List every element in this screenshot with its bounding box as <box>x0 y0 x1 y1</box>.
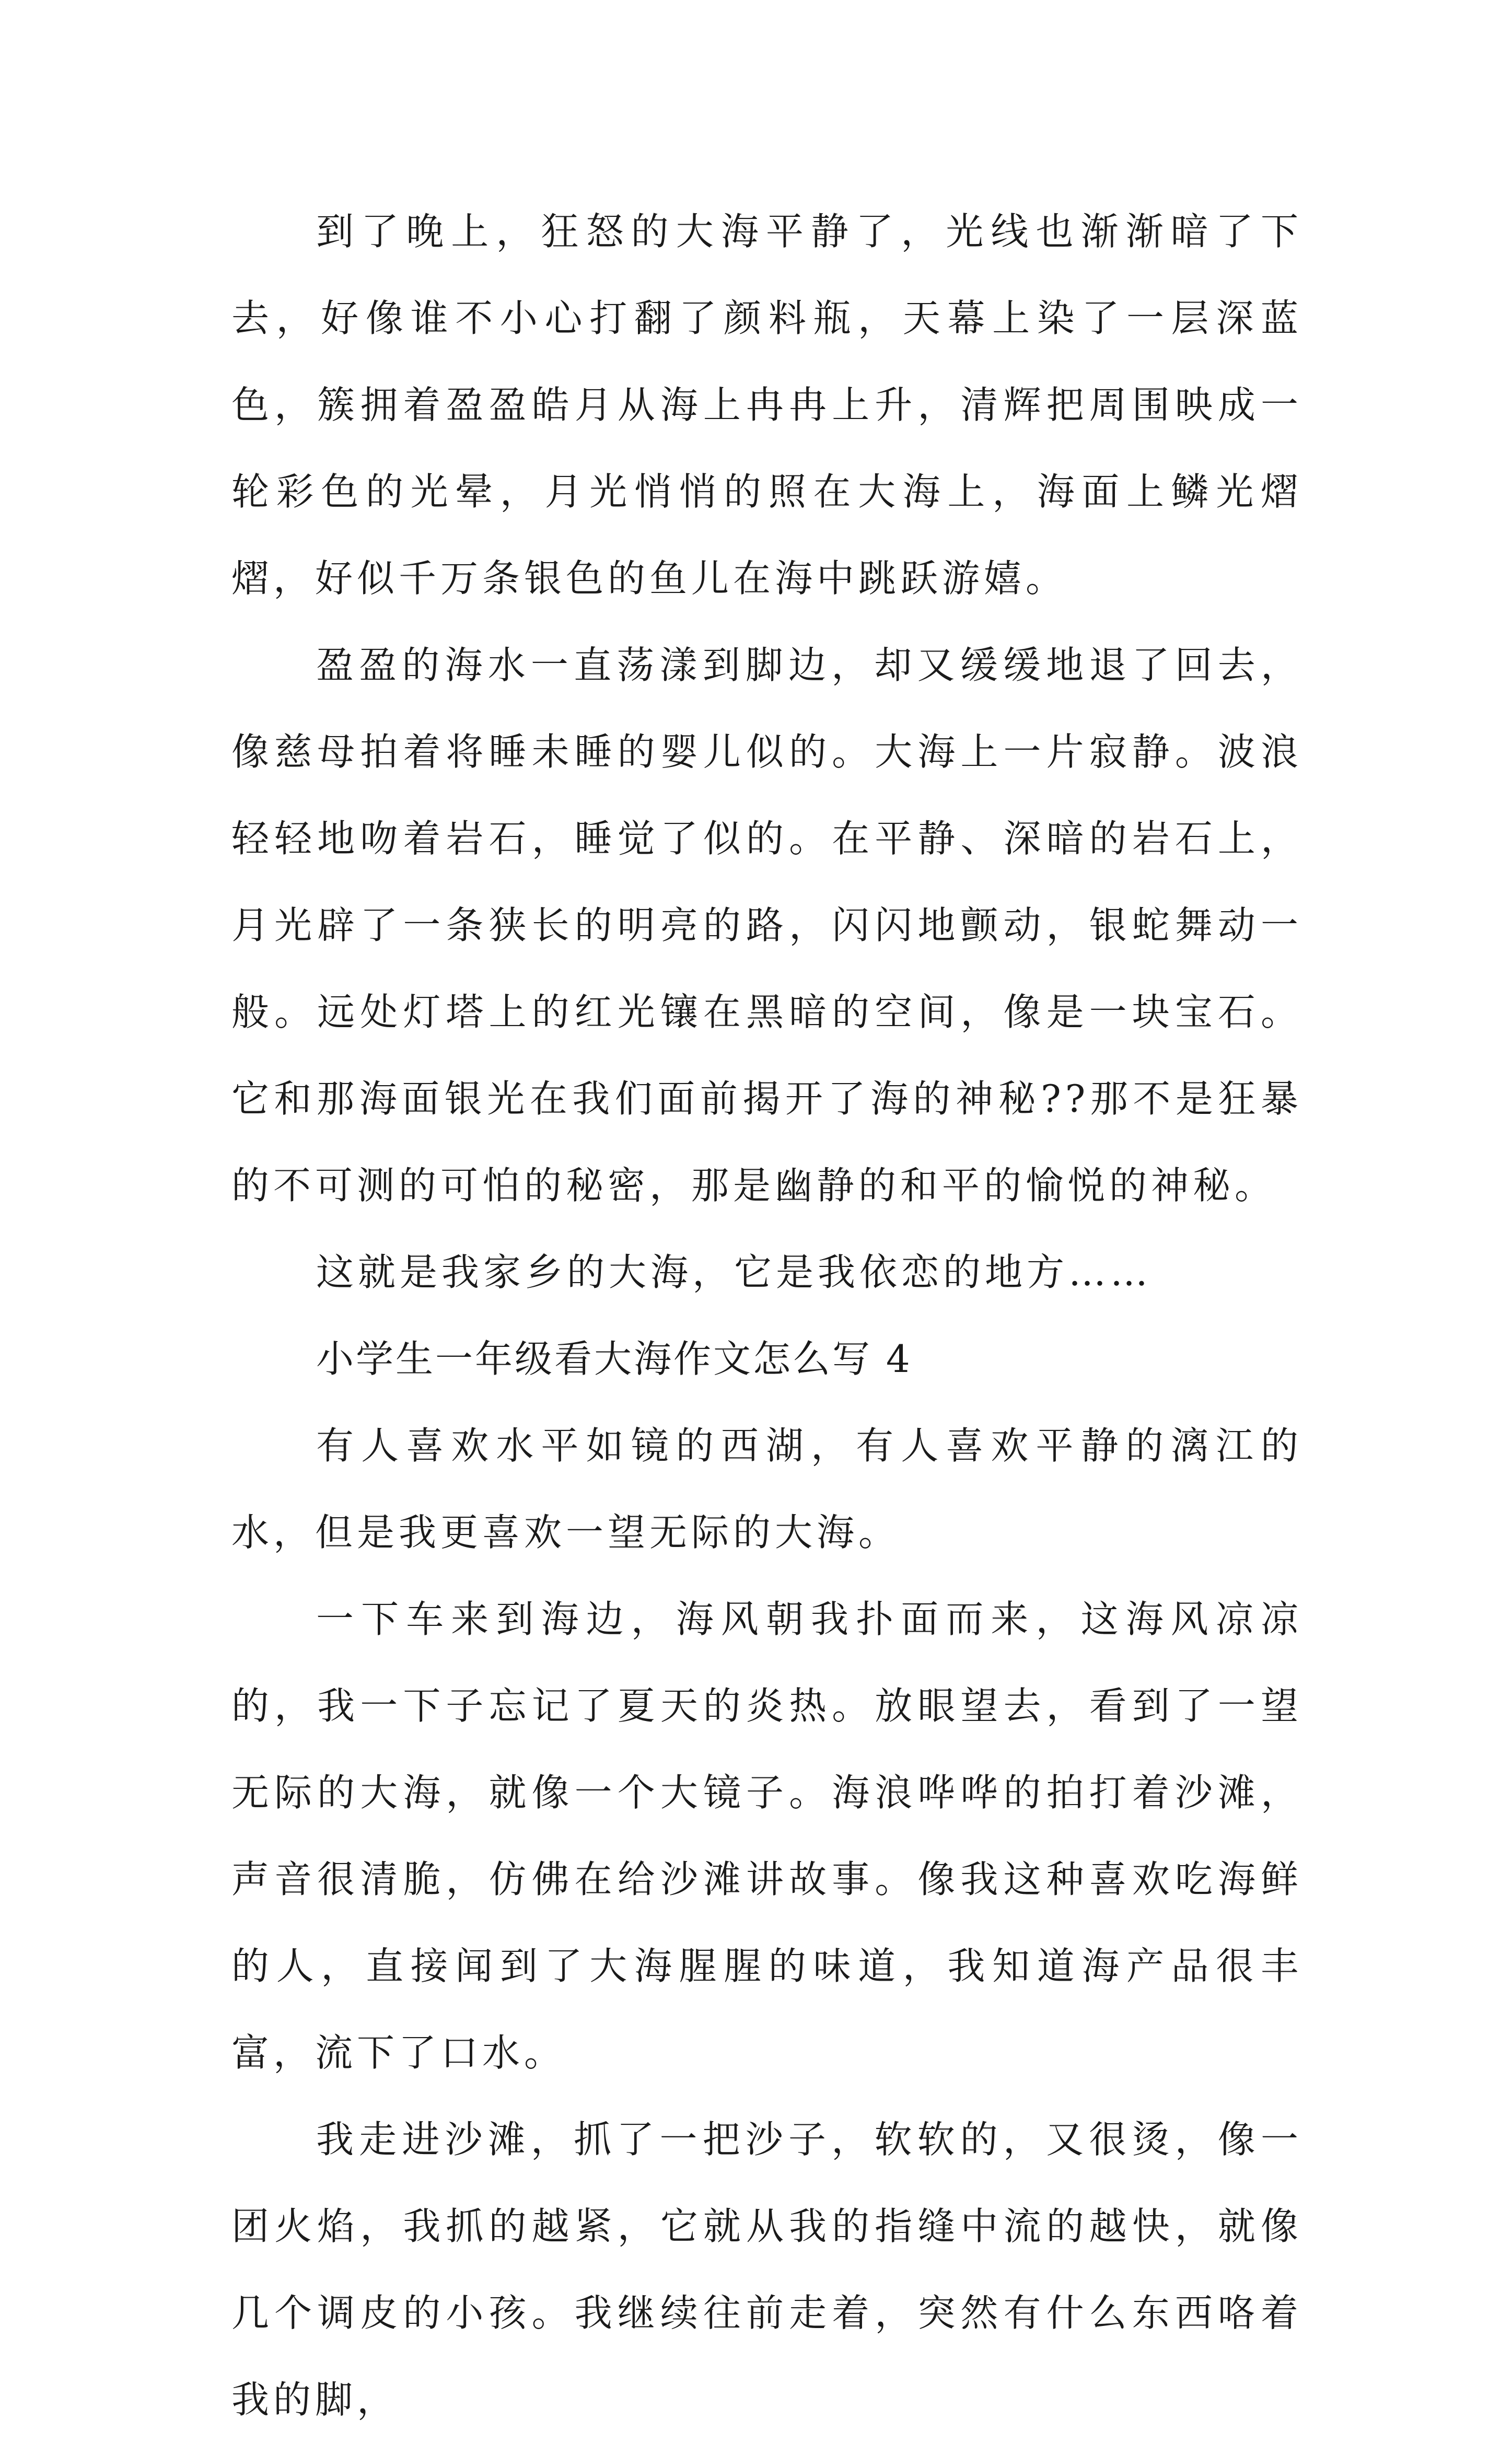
paragraph-sand: 我走进沙滩，抓了一把沙子，软软的，又很烫，像一团火焰，我抓的越紧，它就从我的指缝中流的越快，就像几个调皮的小孩。我继续往前走着，突然有什么东西咯着我的脚， <box>231 2118 1302 2422</box>
paragraph-sea-water: 盈盈的海水一直荡漾到脚边，却又缓缓地退了回去，像慈母拍着将睡未睡的婴儿似的。大海上一片寂静。波浪轻轻地吻着岩石，睡觉了似的。在平静、深暗的岩石上，月光辟了一条狭长的明亮的路，闪闪地颤动，银蛇舞动一般。远处灯塔上的红光镶在黑暗的空间，像是一块宝石。它和那海面银光在我们面前揭开了海的神秘??那不是狂暴的不可测的可怕的秘密，那是幽静的和平的愉悦的神秘。 <box>231 643 1302 1207</box>
document-body <box>231 188 1302 2443</box>
essay-heading: 小学生一年级看大海作文怎么写 4 <box>316 1337 912 1381</box>
paragraph-night-sea: 到了晚上，狂怒的大海平静了，光线也渐渐暗了下去，好像谁不小心打翻了颜料瓶，天幕上染了一层深蓝色，簇拥着盈盈皓月从海上冉冉上升，清辉把周围映成一轮彩色的光晕，月光悄悄的照在大海上，海面上鳞光熠熠，好似千万条银色的鱼儿在海中跳跃游嬉。 <box>231 210 1302 600</box>
paragraph-hometown-sea: 这就是我家乡的大海，它是我依恋的地方…… <box>316 1250 1153 1294</box>
paragraph-arrival: 一下车来到海边，海风朝我扑面而来，这海风凉凉的，我一下子忘记了夏天的炎热。放眼望去，看到了一望无际的大海，就像一个大镜子。海浪哗哗的拍打着沙滩，声音很清脆，仿佛在给沙滩讲故事。像我这种喜欢吃海鲜的人，直接闻到了大海腥腥的味道，我知道海产品很丰富，流下了口水。 <box>231 1597 1302 2075</box>
paragraph-intro: 有人喜欢水平如镜的西湖，有人喜欢平静的漓江的水，但是我更喜欢一望无际的大海。 <box>231 1424 1302 1554</box>
